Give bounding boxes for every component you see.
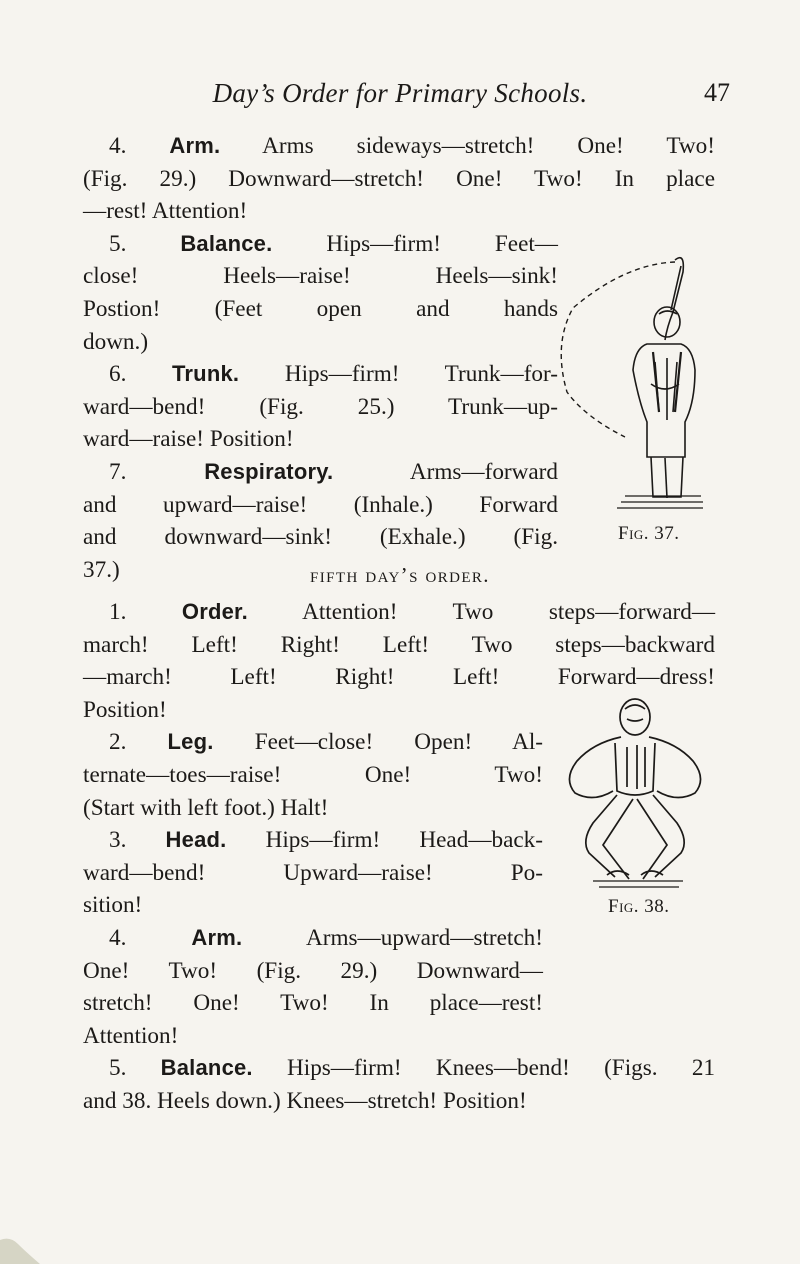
text-run: Arms—upward—stretch!	[242, 924, 543, 951]
text-line	[83, 391, 558, 424]
section-heading: fifth day’s order.	[310, 563, 490, 587]
figure-37-illustration	[555, 252, 705, 520]
exercise-keyword: Balance.	[180, 230, 273, 256]
figure-38-illustration	[553, 695, 713, 905]
text-line	[83, 889, 543, 922]
text-line	[83, 293, 558, 326]
text-line	[83, 1085, 715, 1118]
text-run: 5.	[109, 230, 181, 257]
text-run: Hips—firm! Trunk—for-	[239, 361, 558, 388]
text-run: and 38. Heels down.) Knees—stretch! Position!	[83, 1087, 527, 1114]
text-run: ward—raise! Position!	[83, 426, 294, 453]
exercise-keyword: Order.	[181, 599, 248, 624]
text-line	[83, 596, 715, 629]
text-line	[83, 228, 558, 261]
text-run: 1.	[109, 599, 182, 625]
text-run: Postion! (Feet open and hands	[83, 295, 558, 322]
text-line	[83, 130, 715, 163]
exercise-keyword: Respiratory.	[204, 458, 334, 484]
text-line	[83, 423, 558, 456]
text-run: One! Two! (Fig. 29.) Downward—	[83, 957, 543, 984]
text-run: 6.	[109, 361, 172, 388]
text-run: (Fig. 29.) Downward—stretch! One! Two! In place	[83, 165, 715, 192]
text-run: Hips—firm! Feet—	[272, 230, 558, 257]
text-run: sition!	[83, 892, 143, 919]
figure-37-caption: Fig. 37.	[618, 523, 680, 544]
text-line	[83, 792, 543, 825]
text-line	[83, 955, 543, 988]
text-run: and downward—sink! (Exhale.) (Fig.	[83, 524, 558, 551]
text-run: —rest! Attention!	[83, 198, 248, 225]
text-run: Attention!	[83, 1022, 179, 1049]
text-line	[83, 1020, 543, 1053]
text-run: Arms sideways—stretch! One! Two!	[220, 133, 715, 159]
text-line	[83, 857, 543, 890]
text-line	[83, 661, 715, 694]
text-line	[83, 987, 543, 1020]
text-line	[83, 195, 715, 228]
text-run: ward—bend! (Fig. 25.) Trunk—up-	[83, 393, 558, 420]
text-run: 5.	[109, 1055, 161, 1082]
text-line	[83, 1052, 715, 1085]
text-run: 3.	[109, 827, 166, 854]
running-title: Day’s Order for Primary Schools.	[212, 78, 588, 108]
text-line	[83, 759, 543, 792]
figure-38-caption: Fig. 38.	[608, 896, 670, 917]
text-run: Position!	[83, 696, 167, 723]
exercise-keyword: Balance.	[160, 1055, 253, 1081]
text-line	[83, 456, 558, 489]
page-smudge	[0, 1224, 120, 1264]
text-line	[83, 629, 715, 662]
text-run: close! Heels—raise! Heels—sink!	[83, 263, 558, 290]
exercise-keyword: Trunk.	[172, 361, 240, 387]
text-run: 7.	[109, 458, 205, 485]
page-header	[0, 78, 800, 114]
text-run: Arms—forward	[333, 458, 558, 485]
text-line	[83, 163, 715, 196]
text-run: 4.	[109, 924, 192, 951]
text-run: Hips—firm! Knees—bend! (Figs. 21	[252, 1055, 716, 1082]
text-line	[83, 489, 558, 522]
text-run: (Start with left foot.) Halt!	[83, 794, 329, 821]
text-run: —march! Left! Right! Left! Forward—dress!	[83, 664, 715, 691]
text-run: 37.)	[83, 556, 120, 583]
text-run: Feet—close! Open! Al-	[213, 729, 543, 756]
text-run: 2.	[109, 729, 168, 756]
text-run: 4.	[109, 133, 170, 159]
text-run: stretch! One! Two! In place—rest!	[83, 990, 543, 1017]
page-number: 47	[704, 78, 730, 107]
exercise-keyword: Leg.	[167, 729, 214, 755]
text-line	[83, 726, 543, 759]
text-run: ward—bend! Upward—raise! Po-	[83, 859, 543, 886]
text-line	[83, 358, 558, 391]
exercise-keyword: Arm.	[191, 924, 243, 950]
text-run: ternate—toes—raise! One! Two!	[83, 761, 543, 788]
text-run: Attention! Two steps—forward—	[247, 599, 716, 625]
exercise-keyword: Arm.	[169, 133, 221, 158]
text-run: Hips—firm! Head—back-	[226, 827, 543, 854]
text-run: and upward—raise! (Inhale.) Forward	[83, 491, 558, 518]
text-line	[83, 922, 543, 955]
text-run: march! Left! Right! Left! Two steps—backward	[83, 631, 715, 658]
text-run: down.)	[83, 328, 149, 355]
text-line	[83, 824, 543, 857]
text-line	[83, 521, 558, 554]
text-line	[83, 326, 558, 359]
exercise-keyword: Head.	[165, 827, 227, 853]
text-line	[83, 260, 558, 293]
